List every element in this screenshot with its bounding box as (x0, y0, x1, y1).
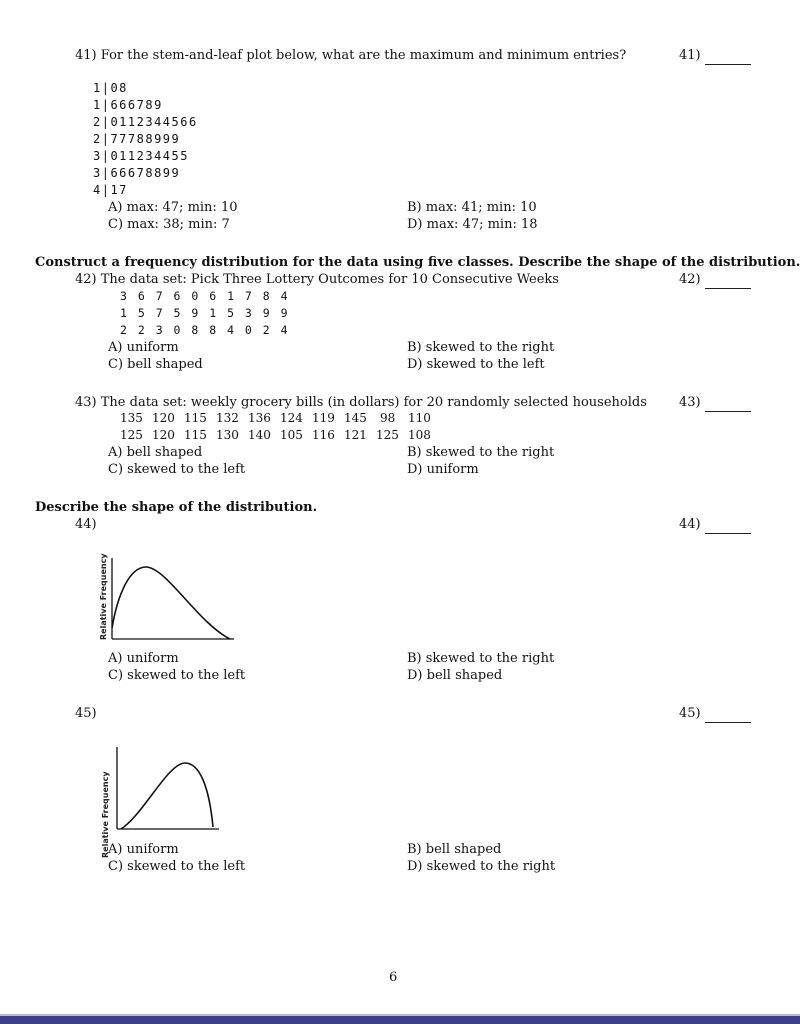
q43-choice-d[interactable]: D) uniform (407, 462, 479, 477)
q43-header (75, 395, 647, 410)
q45-distribution-graph (113, 743, 223, 833)
q41-choice-c[interactable]: C) max: 38; min: 7 (108, 217, 230, 232)
section-instruction-frequency: Construct a frequency distribution for the data using five classes. Describe the shape of the distribution. (35, 255, 800, 270)
q43-value: 121 (344, 428, 367, 442)
q43-value: 115 (184, 411, 207, 425)
q43-number: 43) (75, 395, 97, 410)
q42-data-row: 3 6 7 6 0 6 1 7 8 4 (120, 289, 289, 303)
q41-header (75, 48, 626, 63)
q42-choice-a[interactable]: A) uniform (108, 340, 179, 355)
q41-choice-b[interactable]: B) max: 41; min: 10 (407, 200, 537, 215)
q43-answer-blank[interactable] (705, 411, 751, 412)
q44-choice-d[interactable]: D) bell shaped (407, 668, 503, 683)
stem-leaf-row: 2|0112344566 (93, 115, 198, 129)
q44-choice-a[interactable]: A) uniform (108, 651, 179, 666)
q44-choice-c[interactable]: C) skewed to the left (108, 668, 246, 683)
q41-question: For the stem-and-leaf plot below, what are the maximum and minimum entries? (100, 48, 627, 63)
q43-value: 130 (216, 428, 239, 442)
q44-graph-ylabel: Relative Frequency (99, 553, 108, 640)
q45-answer-label: 45) (679, 706, 701, 721)
q43-choice-c[interactable]: C) skewed to the left (108, 462, 246, 477)
q43-value: 105 (280, 428, 303, 442)
q43-data-row-1 (120, 411, 440, 425)
q43-value: 115 (184, 428, 207, 442)
q42-answer-blank[interactable] (705, 288, 751, 289)
q42-question: The data set: Pick Three Lottery Outcomes for 10 Consecutive Weeks (100, 272, 559, 287)
q43-answer-label: 43) (679, 395, 701, 410)
q43-value: 132 (216, 411, 239, 425)
q42-choice-c[interactable]: C) bell shaped (108, 357, 203, 372)
q42-number: 42) (75, 272, 97, 287)
q45-choice-b[interactable]: B) bell shaped (407, 842, 502, 857)
q45-number: 45) (75, 706, 97, 721)
q41-answer-blank[interactable] (705, 64, 751, 65)
page-number: 6 (389, 970, 398, 985)
q43-value: 110 (408, 411, 431, 425)
q45-answer-blank[interactable] (705, 722, 751, 723)
q43-value: 120 (152, 411, 175, 425)
section-instruction-shape: Describe the shape of the distribution. (35, 500, 318, 515)
q43-choice-b[interactable]: B) skewed to the right (407, 445, 555, 460)
q44-number: 44) (75, 517, 97, 532)
q41-choice-a[interactable]: A) max: 47; min: 10 (108, 200, 238, 215)
q43-value: 120 (152, 428, 175, 442)
q42-header (75, 272, 559, 287)
q42-data-row: 1 5 7 5 9 1 5 3 9 9 (120, 306, 289, 320)
q43-value: 98 (380, 411, 396, 425)
q43-choice-a[interactable]: A) bell shaped (108, 445, 203, 460)
stem-leaf-row: 1|08 (93, 81, 128, 95)
q44-answer-label: 44) (679, 517, 701, 532)
stem-leaf-row: 3|011234455 (93, 149, 189, 163)
q45-choice-d[interactable]: D) skewed to the right (407, 859, 556, 874)
q43-value: 124 (280, 411, 303, 425)
stem-leaf-row: 3|66678899 (93, 166, 181, 180)
stem-leaf-row: 1|666789 (93, 98, 163, 112)
q43-value: 108 (408, 428, 431, 442)
q43-value: 125 (376, 428, 399, 442)
q45-graph-ylabel: Relative Frequency (101, 771, 110, 858)
q45-choice-a[interactable]: A) uniform (108, 842, 179, 857)
q43-value: 116 (312, 428, 335, 442)
stem-leaf-row: 4|17 (93, 183, 128, 197)
q43-value: 145 (344, 411, 367, 425)
q41-answer-label: 41) (679, 48, 701, 63)
q42-choice-b[interactable]: B) skewed to the right (407, 340, 555, 355)
q43-value: 136 (248, 411, 271, 425)
q43-question: The data set: weekly grocery bills (in dollars) for 20 randomly selected households (100, 395, 647, 410)
q43-value: 125 (120, 428, 143, 442)
window-bottom-bar (0, 1016, 800, 1024)
q42-data-row: 2 2 3 0 8 8 4 0 2 4 (120, 323, 289, 337)
q44-choice-b[interactable]: B) skewed to the right (407, 651, 555, 666)
q42-choice-d[interactable]: D) skewed to the left (407, 357, 545, 372)
q45-choice-c[interactable]: C) skewed to the left (108, 859, 246, 874)
q43-value: 119 (312, 411, 335, 425)
q45-curve-left-skewed (121, 763, 213, 829)
q44-distribution-graph (108, 553, 238, 643)
q42-answer-label: 42) (679, 272, 701, 287)
q43-value: 140 (248, 428, 271, 442)
q41-number: 41) (75, 48, 97, 63)
q44-answer-blank[interactable] (705, 533, 751, 534)
q44-curve-right-skewed (112, 567, 230, 639)
q41-choice-d[interactable]: D) max: 47; min: 18 (407, 217, 538, 232)
stem-leaf-row: 2|77788999 (93, 132, 181, 146)
q43-value: 135 (120, 411, 143, 425)
q43-data-row-2 (120, 428, 440, 442)
